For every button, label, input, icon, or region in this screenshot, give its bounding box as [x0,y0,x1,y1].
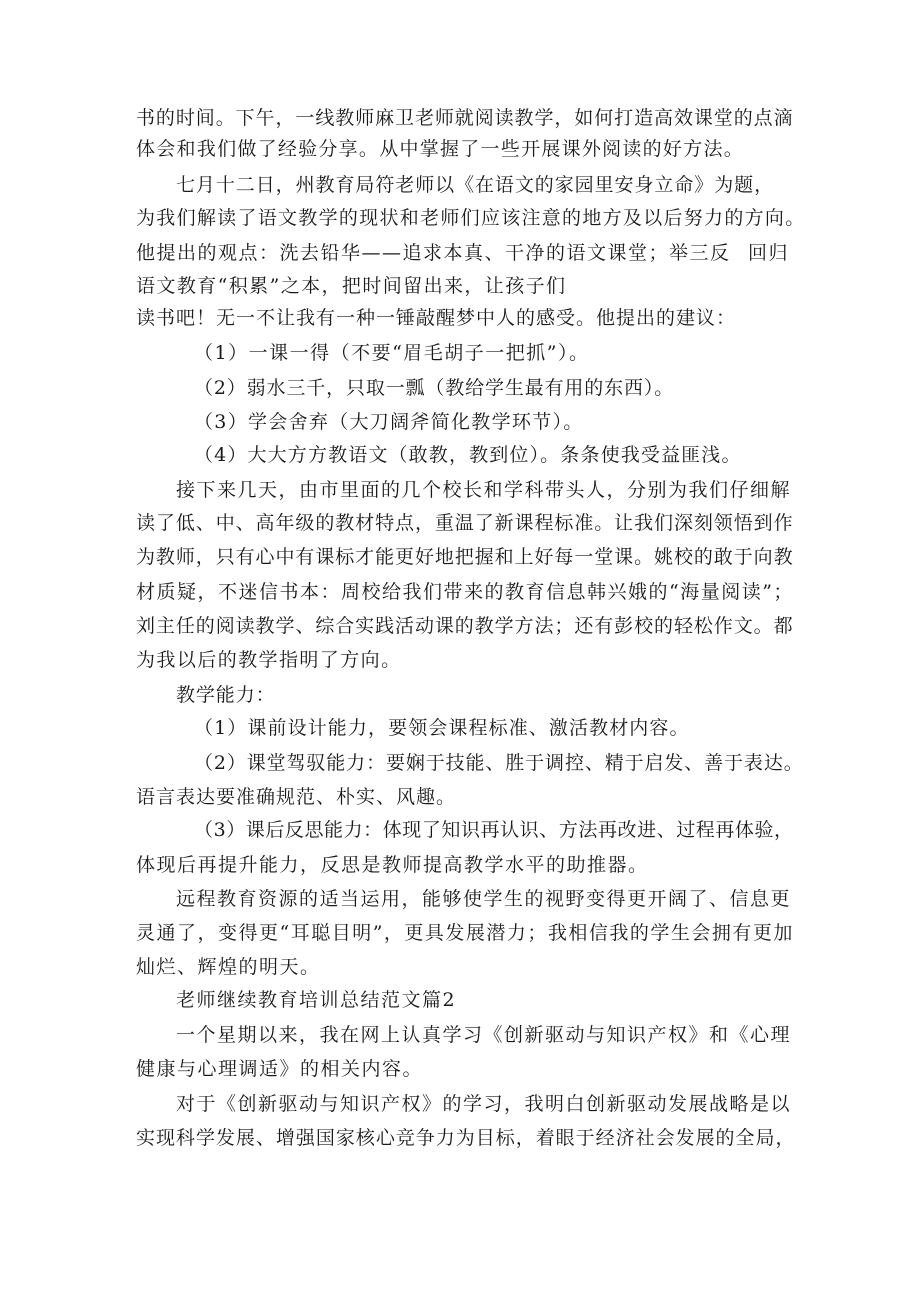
text-line: 体会和我们做了经验分享。从中掌握了一些开展课外阅读的好方法。 [136,138,745,160]
section-heading: 老师继续教育培训总结范文篇2 [176,989,457,1011]
list-item: （4）大大方方教语文（敢教，教到位）。条条使我受益匪浅。 [194,444,742,466]
text-line: 为教师，只有心中有课标才能更好地把握和上好每一堂课。姚校的敢于向教 [136,546,794,568]
text-line: 读书吧！无一不让我有一种一锤敲醒梦中人的感受。他提出的建议： [136,307,737,329]
text-line: 为我以后的教学指明了方向。 [136,649,402,671]
list-item: （1）课前设计能力，要领会课程标准、激活教材内容。 [194,717,690,739]
text-line: 七月十二日，州教育局符老师以《在语文的家园里安身立命》为题， [176,174,775,196]
text-line: 远程教育资源的适当运用，能够使学生的视野变得更开阔了、信息更 [176,888,792,910]
section-heading: 教学能力： [176,684,276,706]
text-line: 接下来几天，由市里面的几个校长和学科带头人，分别为我们仔细解 [176,479,792,501]
list-item: （2）弱水三千，只取一瓢（教给学生最有用的东西）。 [194,377,675,399]
text-line: 灵通了，变得更“耳聪目明”，更具发展潜力；我相信我的学生会拥有更加 [136,922,794,944]
text-line: 一个星期以来，我在网上认真学习《创新驱动与知识产权》和《心理 [176,1024,792,1046]
text-line: 为我们解读了语文教学的现状和老师们应该注意的地方及以后努力的方向。 [136,207,806,229]
text-line: 语文教育“积累”之本，把时间留出来，让孩子们 [136,275,567,297]
text-line: 体现后再提升能力，反思是教师提高教学水平的助推器。 [136,854,649,876]
text-line: 灿烂、辉煌的明天。 [136,956,321,978]
text-line: 健康与心理调适》的相关内容。 [136,1058,424,1080]
text-line: 回归 [748,242,790,264]
list-item: （3）课后反思能力：体现了知识再认识、方法再改进、过程再体验， [194,819,794,841]
text-line: 他提出的观点：洗去铅华——追求本真、干净的语文课堂；举三反 [136,242,731,264]
list-item: （2）课堂驾驭能力：要娴于技能、胜于调控、精于启发、善于表达。 [194,752,804,774]
text-line: 书的时间。下午，一线教师麻卫老师就阅读教学，如何打造高效课堂的点滴 [136,107,794,129]
list-item: （3）学会舍弃（大刀阔斧简化教学环节）。 [194,411,584,433]
list-item: （1）一课一得（不要“眉毛胡子一把抓”）。 [194,342,590,364]
text-line: 语言表达要准确规范、朴实、风趣。 [136,786,457,808]
text-line: 对于《创新驱动与知识产权》的学习，我明白创新驱动发展战略是以 [176,1093,792,1115]
text-line: 实现科学发展、增强国家核心竞争力为目标，着眼于经济社会发展的全局， [136,1127,796,1149]
text-line: 读了低、中、高年级的教材特点，重温了新课程标准。让我们深刻领悟到作 [136,512,794,534]
text-line: 材质疑，不迷信书本：周校给我们带来的教育信息韩兴娥的“海量阅读”； [136,581,794,603]
text-line: 刘主任的阅读教学、综合实践活动课的教学方法；还有彭校的轻松作文。都 [136,615,794,637]
